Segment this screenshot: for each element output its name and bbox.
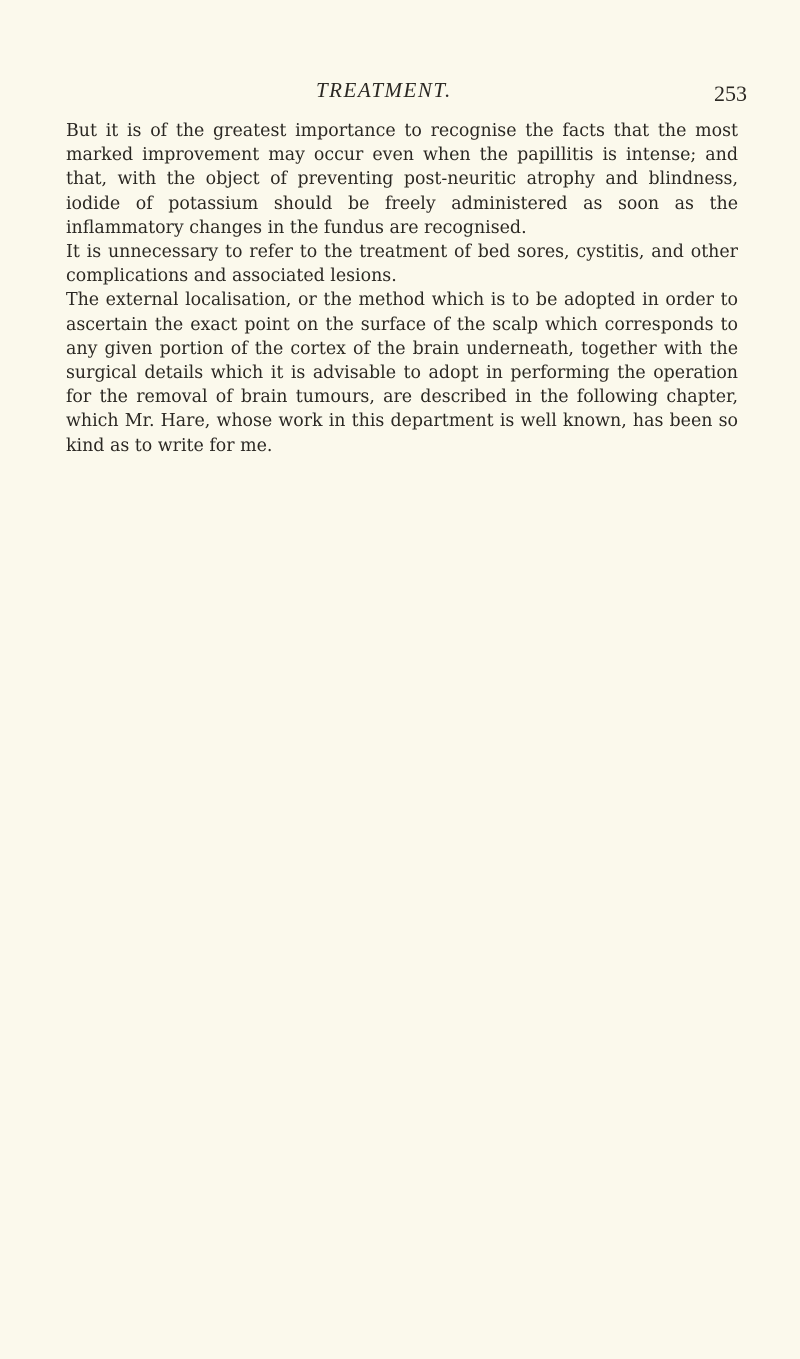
paragraph-localisation: The external localisation, or the method which is to be adopted in order to ascertain the exact point on the surface of the scalp which corresponds to any given portion of the cortex of the brain underneath, together with the surgical details which it is advisable to adopt in performing the operation for the removal of brain tumours, are described in the following chapter, which Mr. Hare, whose work in this department is well known, has been so kind as to write for me. xyxy=(66,290,738,456)
running-head xyxy=(0,78,800,108)
page-number: 253 xyxy=(714,81,747,106)
paragraph-complications: It is unnecessary to refer to the treatment of bed sores, cystitis, and other complications and associated lesions. xyxy=(66,242,738,287)
running-title: TREATMENT. xyxy=(316,78,452,102)
body-text xyxy=(66,119,738,458)
paragraph-papillitis: But it is of the greatest importance to recognise the facts that the most marked improvement may occur even when the papillitis is intense; and that, with the object of preventing post-neuritic atrophy and blindness, iodide of potassium should be freely administered as soon as the inflammatory changes in the fundus are recognised. xyxy=(66,121,738,238)
